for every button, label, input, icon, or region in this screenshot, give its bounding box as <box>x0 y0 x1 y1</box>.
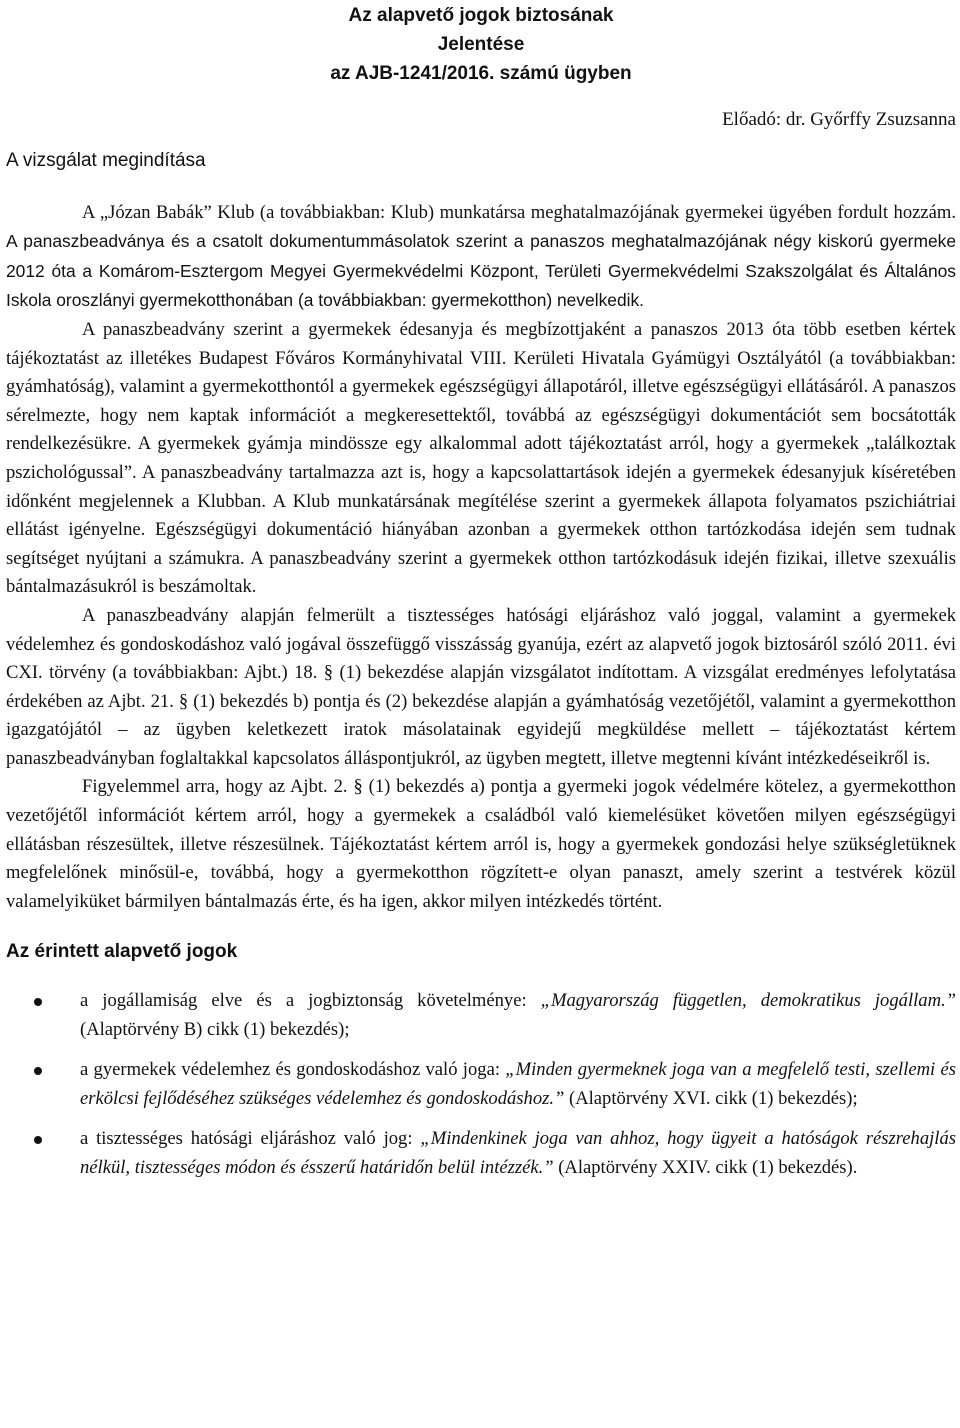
right-tail: (Alaptörvény B) cikk (1) bekezdés); <box>80 1018 350 1040</box>
bullet-icon <box>34 1067 42 1075</box>
report-title <box>6 0 956 88</box>
rights-list-item <box>6 1056 956 1113</box>
paragraph-1a: A „Józan Babák” Klub (a továbbiakban: Klub) munkatársa meghatalmazójának gyermekei ügyében fordult hozzám. <box>82 201 956 223</box>
right-lead: a gyermekek védelemhez és gondoskodáshoz való joga: <box>80 1059 506 1081</box>
right-tail: (Alaptörvény XXIV. cikk (1) bekezdés). <box>553 1157 858 1178</box>
paragraph-4: Figyelemmel arra, hogy az Ajbt. 2. § (1) bekezdés a) pontja a gyermeki jogok védelmére kötelez, a gyermekotthon vezetőjétől információt kértem arról, hogy a gyermekek a családból való kiemelésüket követően milyen egészségügyi ellátásban részesültek, illetve részesülnek. Tájékoztatást kértem arról is, hogy a gyermekek gondozási helye szükségletüknek megfelelőnek minősül-e, továbbá, hogy a gyermekotthon rögzített-e olyan panaszt, amely szerint a testvérek közül valamelyiküket bármilyen bántalmazás érte, és ha igen, akkor milyen intézkedés történt. <box>6 776 956 912</box>
title-line-3: az AJB-1241/2016. számú ügyben <box>330 63 632 84</box>
title-line-2: Jelentése <box>437 34 525 55</box>
bullet-icon <box>34 1136 42 1144</box>
rights-list-item <box>6 1125 956 1182</box>
right-quote: „Minden gyermeknek joga van a megfelelő testi, szellemi és erkölcsi fejlődéséhez szükséges védelemhez és gondoskodáshoz.” <box>80 1059 956 1109</box>
presenter-line: Előadó: dr. Győrffy Zsuzsanna <box>722 109 956 130</box>
document-page <box>6 0 956 1195</box>
right-lead: a jogállamiság elve és a jogbiztonság követelménye: <box>80 990 541 1012</box>
right-tail: (Alaptörvény XVI. cikk (1) bekezdés); <box>564 1087 858 1109</box>
section-heading-start: A vizsgálat megindítása <box>6 149 206 171</box>
paragraph-1 <box>6 199 956 316</box>
title-line-1: Az alapvető jogok biztosának <box>348 5 614 26</box>
paragraph-3: A panaszbeadvány alapján felmerült a tisztességes hatósági eljáráshoz való joggal, valamint a gyermekek védelemhez és gondoskodáshoz való jogával összefüggő visszásság gyanúja, ezért az alapvető jogok biztosáról szóló 2011. évi CXI. törvény (a továbbiakban: Ajbt.) 18. § (1) bekezdése alapján vizsgálatot indítottam. A vizsgálat eredményes lefolytatása érdekében az Ajbt. 21. § (1) bekezdés b) pontja és (2) bekezdése alapján a gyámhatóság vezetőjétől, valamint a gyermekotthon igazgatójától – az ügyben keletkezett iratok másolatainak egyidejű megküldése mellett – tájékoztatást kértem panaszbeadványban foglaltakkal kapcsolatos álláspontjukról, az ügyben megtett, illetve megtenni kívánt intézkedéseikről is. <box>6 604 956 769</box>
right-lead: a tisztességes hatósági eljáráshoz való jog: <box>80 1128 421 1150</box>
rights-list-item <box>6 987 956 1044</box>
rights-list <box>6 987 956 1183</box>
right-quote: „Magyarország független, demokratikus jogállam.” <box>540 990 956 1012</box>
bullet-icon <box>34 998 42 1006</box>
right-quote: „Mindenkinek joga van ahhoz, hogy ügyeit a hatóságok részrehajlás nélkül, tisztességes módon és ésszerű határidőn belül intézzék.” <box>80 1128 956 1178</box>
paragraph-2: A panaszbeadvány szerint a gyermekek édesanyja és megbízottjaként a panaszos 2013 óta több esetben kértek tájékoztatást az illetékes Budapest Főváros Kormányhivatal VIII. Kerületi Hivatala Gyámügyi Osztályától (a továbbiakban: gyámhatóság), valamint a gyermekotthontól a gyermekek egészségügyi állapotáról, illetve egészségügyi ellátásáról. A panaszos sérelmezte, hogy nem kaptak információt a megkeresettektől, továbbá az egészségügyi dokumentációt sem bocsátották rendelkezésükre. A gyermekek gyámja mindössze egy alkalommal adott tájékoztatást arról, hogy a gyermekek „találkoztak pszichológussal”. A panaszbeadvány tartalmazza azt is, hogy a kapcsolattartások idején a gyermekek édesanyjuk kíséretében időnként megjelennek a Klubban. A Klub munkatársának megítélése szerint a gyermekek állapota folyamatos pszichiátriai ellátást igényelne. Egészségügyi dokumentáció hiányában azonban a gyermekek otthon tartózkodása idején sem tudnak segítséget nyújtani a számukra. A panaszbeadvány szerint a gyermekek otthon tartózkodásuk idején fizikai, illetve szexuális bántalmazásukról is beszámoltak. <box>6 318 956 598</box>
section-heading-rights: Az érintett alapvető jogok <box>6 941 238 963</box>
paragraph-1b: A panaszbeadványa és a csatolt dokumentummásolatok szerint a panaszos meghatalmazójának négy kiskorú gyermeke 2012 óta a Komárom-Esztergom Megyei Gyermekvédelmi Központ, Területi Gyermekvédelmi Szakszolgálat és Általános Iskola oroszlányi gyermekotthonában (a továbbiakban: gyermekotthon) nevelkedik. <box>6 231 956 311</box>
